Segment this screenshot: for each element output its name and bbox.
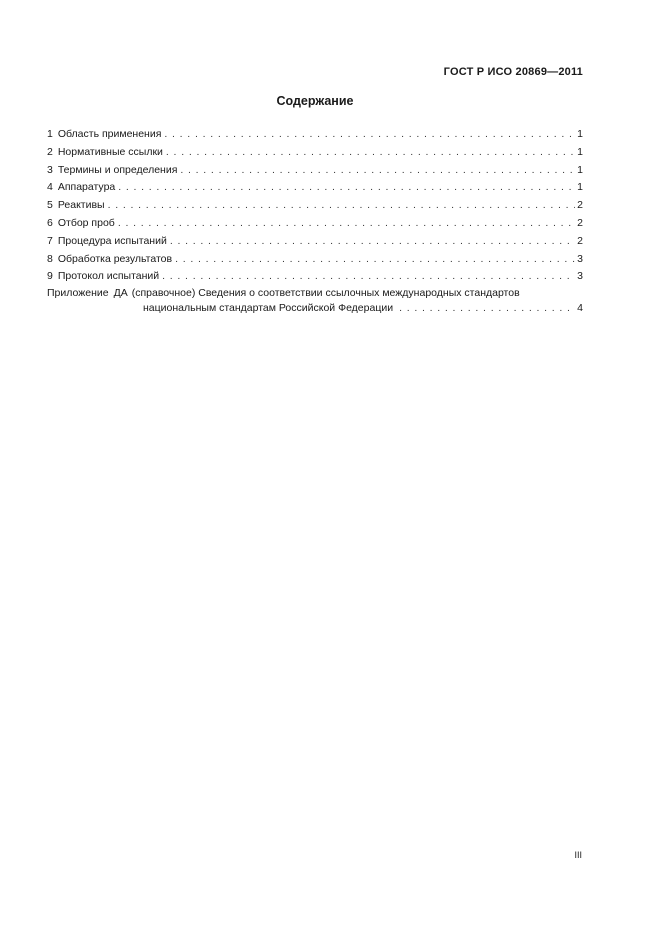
document-standard-id: ГОСТ Р ИСО 20869—2011 <box>443 66 583 78</box>
dot-leader <box>399 301 575 316</box>
toc-entry-sampling[interactable] <box>47 215 583 233</box>
dot-leader <box>118 179 575 197</box>
toc-entry-title: Процедура испытаний <box>57 234 167 247</box>
annex-page: 4 <box>577 302 583 315</box>
toc-entry-apparatus[interactable] <box>47 179 583 197</box>
toc-entry-page: 2 <box>577 216 583 229</box>
annex-code: ДА <box>113 287 128 300</box>
dot-leader <box>108 197 576 215</box>
toc-entry-number: 4 <box>47 181 53 194</box>
toc-entry-reagents[interactable] <box>47 197 583 215</box>
toc-entry-title: Обработка результатов <box>57 252 173 265</box>
toc-entry-title: Область применения <box>57 128 162 140</box>
page-number: III <box>574 850 582 860</box>
toc-entry-number: 1 <box>47 128 53 140</box>
toc-entry-number: 3 <box>47 163 53 176</box>
toc-entry-scope[interactable] <box>47 126 583 144</box>
toc-entry-number: 8 <box>47 252 53 265</box>
toc-entry-results-processing[interactable] <box>47 251 583 269</box>
toc-entry-page: 2 <box>577 234 583 247</box>
toc-entry-terms[interactable] <box>47 162 583 180</box>
table-of-contents <box>47 126 583 316</box>
toc-entry-title: Нормативные ссылки <box>57 145 163 158</box>
dot-leader <box>166 144 575 162</box>
toc-entry-number: 6 <box>47 216 53 229</box>
toc-entry-page: 3 <box>577 270 583 283</box>
toc-entry-page: 1 <box>577 181 583 194</box>
toc-entry-test-procedure[interactable] <box>47 233 583 251</box>
dot-leader <box>170 233 575 251</box>
toc-entry-page: 1 <box>577 145 583 158</box>
toc-title: Содержание <box>276 94 354 108</box>
toc-entry-page: 3 <box>577 252 583 265</box>
toc-entry-normative-references[interactable] <box>47 144 583 162</box>
toc-entry-number: 2 <box>47 145 53 158</box>
toc-entry-title: Отбор проб <box>57 216 115 229</box>
toc-entry-number: 5 <box>47 199 53 212</box>
toc-entry-title: Термины и определения <box>57 163 178 176</box>
toc-entry-test-report[interactable] <box>47 268 583 286</box>
toc-entry-title: Реактивы <box>57 199 105 212</box>
dot-leader <box>175 251 575 269</box>
annex-title-line1: (справочное) Сведения о соответствии ссылочных международных стандартов <box>131 287 520 300</box>
toc-entry-number: 9 <box>47 270 53 283</box>
annex-label: Приложение <box>47 287 109 300</box>
dot-leader <box>118 215 575 233</box>
dot-leader <box>162 268 575 286</box>
toc-entry-annex[interactable] <box>47 286 583 316</box>
toc-entry-title: Аппаратура <box>57 181 116 194</box>
dot-leader <box>180 162 575 180</box>
toc-entry-title: Протокол испытаний <box>57 270 160 283</box>
toc-entry-page: 1 <box>577 163 583 176</box>
toc-entry-page: 1 <box>577 128 583 140</box>
dot-leader <box>164 126 575 144</box>
toc-entry-page: 2 <box>577 199 583 212</box>
toc-entry-number: 7 <box>47 234 53 247</box>
annex-title-line2: национальным стандартам Российской Федерации <box>143 302 394 315</box>
